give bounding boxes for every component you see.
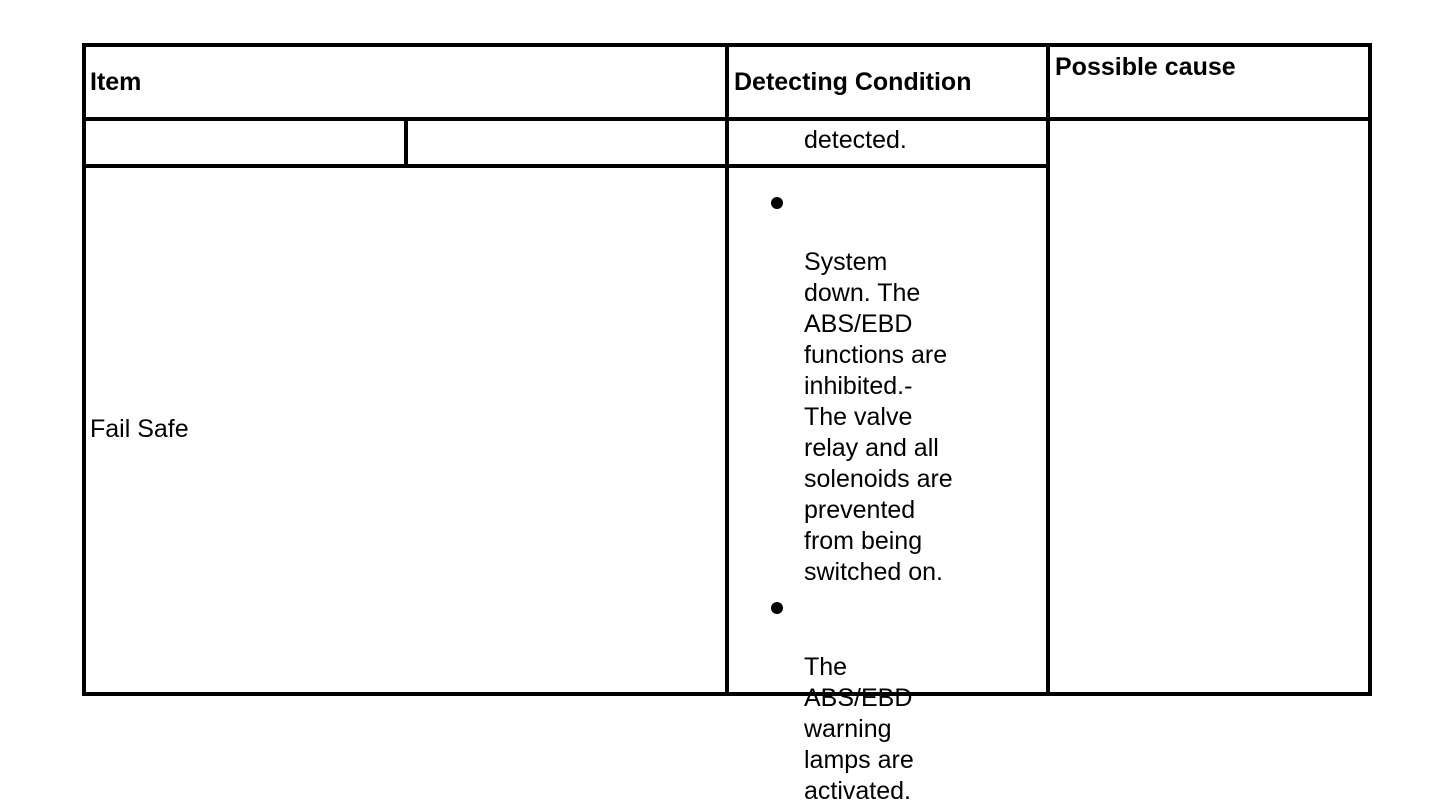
table-border-right [1368, 43, 1372, 696]
list-item [804, 590, 953, 807]
column-divider-condition-cause [1046, 43, 1050, 696]
list-item-text: The ABS/EBD warning lamps are activated. [804, 653, 914, 805]
header-possible-cause: Possible cause [1055, 53, 1236, 81]
list-item [804, 185, 953, 588]
bullet-icon [771, 602, 783, 614]
row-2-detecting-condition-list [804, 185, 953, 807]
spec-table [82, 43, 1372, 805]
column-divider-item-subcell [404, 117, 408, 167]
column-divider-item-condition [725, 43, 729, 696]
header-row-divider [82, 117, 1372, 121]
header-detecting-condition: Detecting Condition [734, 68, 972, 96]
bullet-icon [771, 197, 783, 209]
row-divider-1 [82, 164, 1050, 168]
header-item: Item [90, 68, 142, 96]
row-1-detecting-condition: detected. [804, 126, 907, 154]
list-item-text: System down. The ABS/EBD functions are inhibited.- The valve relay and all solenoids are prevented from being switched on. [804, 248, 953, 586]
table-border-left [82, 43, 86, 696]
row-2-item: Fail Safe [90, 415, 189, 443]
